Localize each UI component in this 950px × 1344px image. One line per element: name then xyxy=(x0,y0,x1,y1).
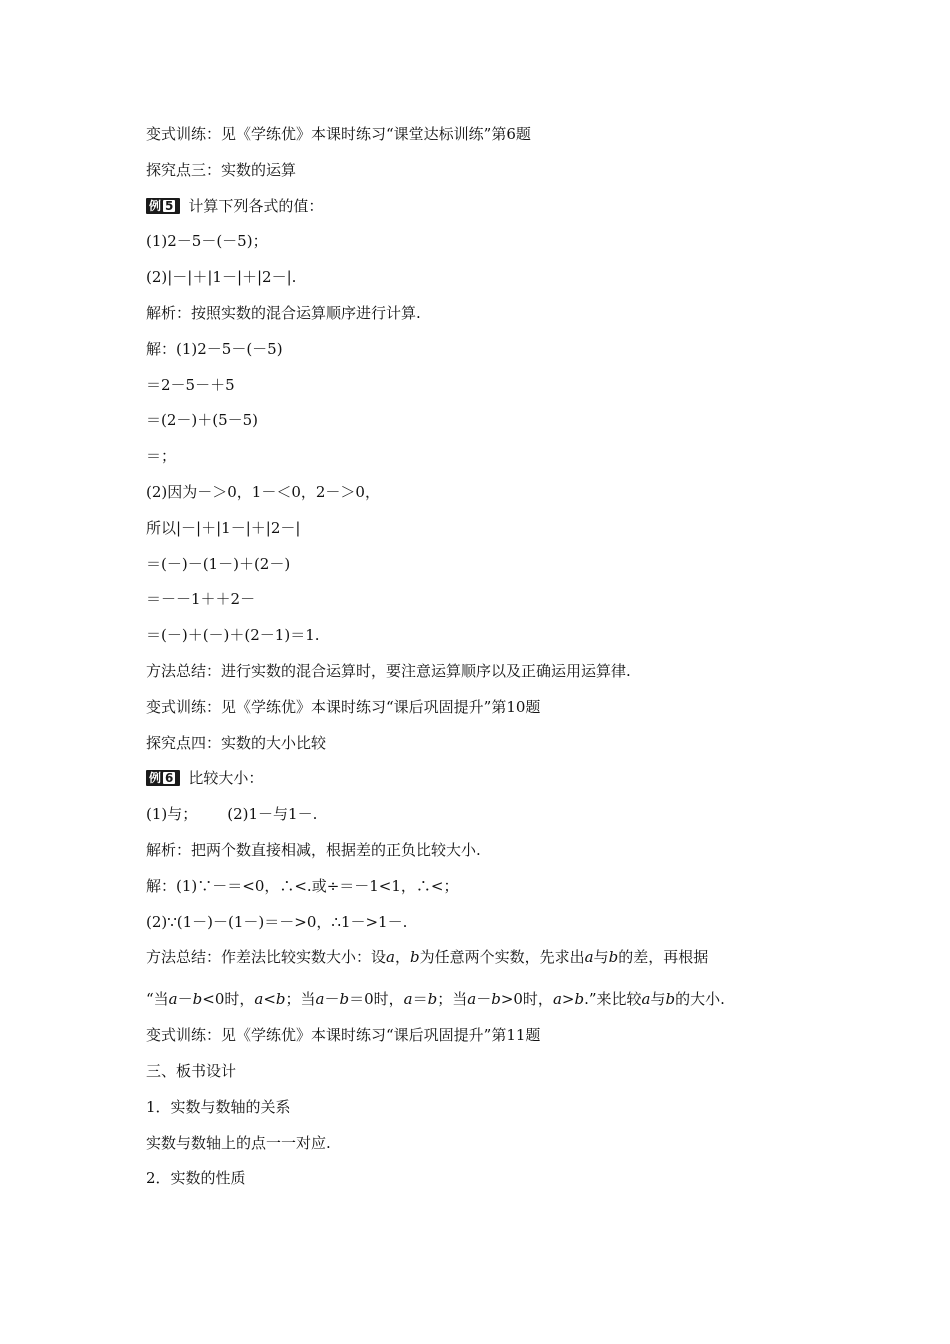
example-badge: 例 5 xyxy=(146,198,180,214)
analysis-line: 解析：按照实数的混合运算顺序进行计算. xyxy=(146,303,421,322)
math-line: ＝(2－)＋(5－5) xyxy=(146,411,259,430)
math-line: (1)与； (2)1－与1－. xyxy=(146,805,318,824)
math-line: (2)|－|＋|1－|＋|2－|. xyxy=(146,268,297,287)
variant-training-line: 变式训练：见《学练优》本课时练习“课后巩固提升”第11题 xyxy=(146,1026,541,1045)
example-prompt: 计算下列各式的值： xyxy=(188,196,324,215)
example-5-line xyxy=(146,196,846,216)
method-summary-continuation: “当a－b<0时，a<b；当a－b＝0时，a＝b；当a－b>0时，a>b.”来比较a与b的大小. xyxy=(146,990,725,1009)
document-body xyxy=(146,124,846,1204)
section-heading: 探究点四：实数的大小比较 xyxy=(146,733,327,752)
example-6-line xyxy=(146,768,846,788)
subheading: 2．实数的性质 xyxy=(146,1169,246,1188)
analysis-line: 解析：把两个数直接相减，根据差的正负比较大小. xyxy=(146,840,481,859)
subheading: 1．实数与数轴的关系 xyxy=(146,1097,291,1116)
math-line: (2)因为－＞0，1－＜0，2－＞0， xyxy=(146,482,380,501)
section-heading: 探究点三：实数的运算 xyxy=(146,160,297,179)
math-line: ＝2－5－＋5 xyxy=(146,375,235,394)
body-text: 实数与数轴上的点一一对应. xyxy=(146,1133,331,1152)
math-line: ＝； xyxy=(146,447,177,466)
method-summary-line: 方法总结：作差法比较实数大小：设a，b为任意两个实数，先求出a与b的差，再根据 xyxy=(146,948,709,967)
variant-training-line: 变式训练：见《学练优》本课时练习“课堂达标训练”第6题 xyxy=(146,125,531,143)
math-line: (1)2－5－(－5)； xyxy=(146,232,268,251)
math-line: ＝(－)－(1－)＋(2－) xyxy=(146,554,291,573)
example-badge: 例 6 xyxy=(146,770,180,786)
solution-line: 解：(1)2－5－(－5) xyxy=(146,339,283,358)
example-prompt: 比较大小： xyxy=(188,769,264,788)
math-line: 所以|－|＋|1－|＋|2－| xyxy=(146,518,301,537)
section-heading: 三、板书设计 xyxy=(146,1061,237,1080)
variant-training-line: 变式训练：见《学练优》本课时练习“课后巩固提升”第10题 xyxy=(146,697,541,716)
method-summary-line: 方法总结：进行实数的混合运算时，要注意运算顺序以及正确运用运算律. xyxy=(146,661,631,680)
solution-line: 解：(1)∵－＝<0，∴<.或÷＝－1<1，∴<； xyxy=(146,876,459,895)
math-line: ＝(－)＋(－)＋(2－1)＝1. xyxy=(146,626,320,645)
math-line: (2)∵(1－)－(1－)＝－>0，∴1－>1－. xyxy=(146,912,408,931)
math-line: ＝－－1＋＋2－ xyxy=(146,590,256,609)
